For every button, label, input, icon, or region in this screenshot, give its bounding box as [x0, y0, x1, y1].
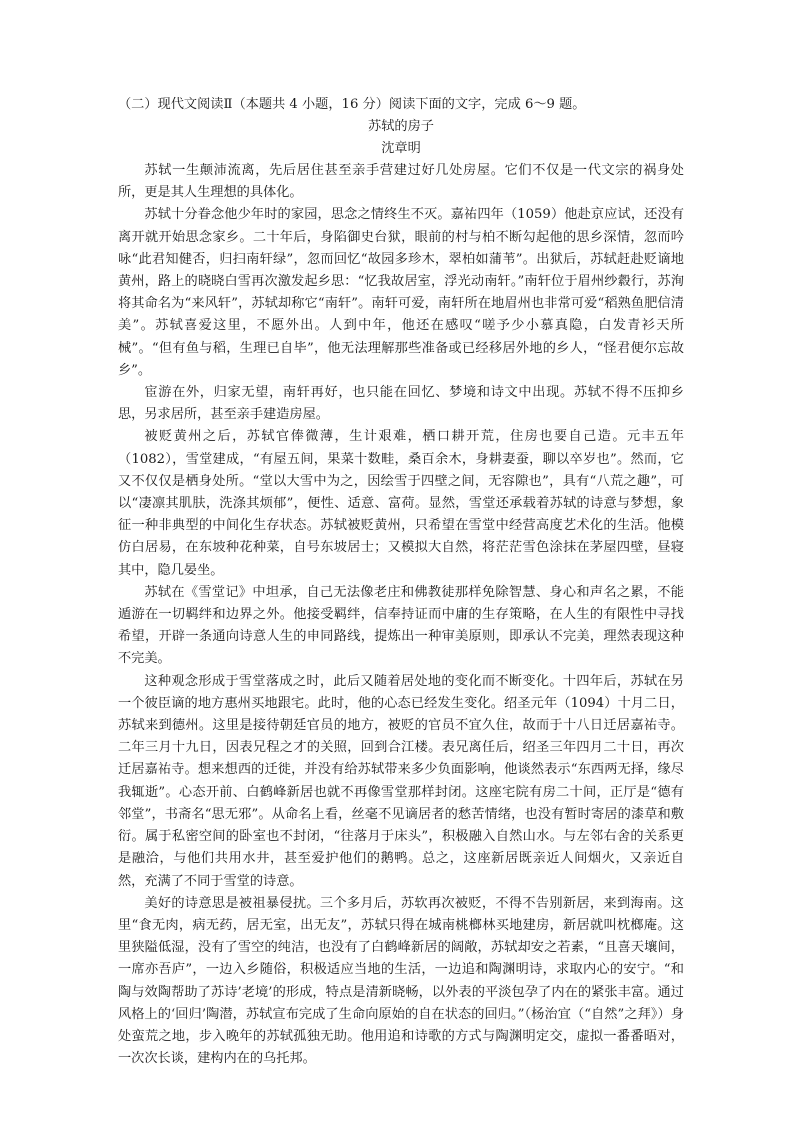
paragraph-5: 苏轼在《雪堂记》中坦承，自己无法像老庄和佛教徒那样免除智慧、身心和声名之累，不能遁游在一切羁绊和边界之外。他接受羁绊，信奉持证而中庸的生存策略，在人生的有限性中寻找希望，开辟一条通向诗意人生的申同路线，提炼出一种审美原则，即承认不完美，理然表现这种不完美。 [118, 584, 684, 667]
paragraph-6: 这种观念形成于雪堂落成之时，此后又随着居处地的变化而不断变化。十四年后，苏轼在另一个彼臣谪的地方惠州买地跟宅。此时，他的心态已经发生变化。绍圣元年（1094）十月二日，苏轼来到德州。这里是接待朝廷官员的地方，被贬的官员不宜久住，故而于十八日迁居嘉祐寺。二年三月十九日，因表兄程之才的关照，回到合江楼。表兄离任后，绍圣三年四月二十日，再次迁居嘉祐寺。想来想西的迁徙，并没有给苏轼带来多少负面影响，他谈然表示“东西两无择，缘尽我辄逝”。心态开前、白鹤峰新居也就不再像雪堂那样封闭。这座宅院有房二十间，正厅是“德有邻堂”，书斋名“思无邪”。从命名上看，丝毫不见谪居者的愁苦情绪，也没有暂时寄居的漆草和敷衍。属于私密空间的卧室也不封闭，“往落月于床头”，积极融入自然山水。与左邻右舍的关系更是融洽，与他们共用水井，甚至爱护他们的鹅鸭。总之，这座新居既亲近人间烟火，又亲近自然，充满了不同于雪堂的诗意。 [118, 673, 684, 889]
paragraph-1: 苏轼一生颠沛流离，先后居住甚至亲手营建过好几处房屋。它们不仅是一代文宗的祸身处所，更是其人生理想的具体化。 [118, 163, 684, 201]
article-title: 苏轼的房子 [368, 119, 434, 134]
paragraph-4: 被贬黄州之后，苏轼官俸微薄，生计艰难，栖口耕开荒，住房也要自己造。元丰五年（1082），雪堂建成，“有屋五间，果菜十数畦，桑百余木，身耕妻蚕，聊以卒岁也”。然而，它又不仅仅是栖身处所。“堂以大雪中为之，因绘雪于四壁之间，无容隙也”，具有“八荒之趣”，可以“凄凛其肌肤，洗涤其烦郁”，便性、适意、富荷。显然，雪堂还承载着苏轼的诗意与梦想，象征一种非典型的中间化生存状态。苏轼被贬黄州，只希望在雪堂中经营高度艺术化的生活。他模仿白居易，在东坡种花种菜，自号东坡居士；又模拟大自然，将茫茫雪色涂抹在茅屋四壁，昼寝其中，隐几晏坐。 [118, 429, 684, 578]
reading-passage [118, 94, 684, 1070]
paragraph-3: 宦游在外，归家无望，南轩再好，也只能在回忆、梦境和诗文中出现。苏轼不得不压抑乡思，另求居所，甚至亲手建造房屋。 [118, 385, 684, 423]
paragraph-7: 美好的诗意思是被祖暴侵扰。三个多月后，苏软再次被贬，不得不告别新居，来到海南。这里“食无肉，病无药，居无室，出无友”，苏轼只得在城南桃榔林买地建房，新居就叫枕榔庵。这里狭隘低湿，没有了雪空的纯洁，也没有了白鹤峰新居的阔敞，苏轼却安之若素，“且喜天壤间，一席亦吾庐”，一边入乡随俗，积极适应当地的生活，一边追和陶渊明诗，求取内心的安宁。“和陶与效陶帮助了苏诗’老境’的形成，特点是清新晓畅，以外表的平淡包孕了内在的紧张丰富。通过风格上的‘回归’陶潜，苏轼宣布完成了生命向原始的自在状态的回归。”（杨治宜（“自然”之拜》）身处蛮荒之地，步入晚年的苏轼孤独无助。他用追和诗歌的方式与陶渊明定交，虚拟一番番晤对，一次次长谈，建构内在的乌托邦。 [118, 895, 684, 1067]
article-author: 沈章明 [381, 141, 421, 156]
paragraph-2: 苏轼十分眷念他少年时的家园，思念之情终生不灭。嘉祐四年（1059）他赴京应试，还没有离开就开始思念家乡。二十年后，身陷御史台狱，眼前的村与柏不断勾起他的思乡深情，忽而吟咏“此君知健否，归扫南轩绿”，忽而回忆“故园多珍木，翠柏如蒲苇”。出狱后，苏轼赶赴贬谪地黄州，路上的晓晓白雪再次激发起乡思：“忆我故居室，浮光动南轩。”南轩位于眉州纱縠行，苏洵将其命名为“来风轩”，苏轼却称它“南轩”。南轩可爱，南轩所在地眉州也非常可爱“稻熟鱼肥信清美”。苏轼喜爱这里，不愿外出。人到中年，他还在感叹“嗟予少小慕真隐，白发青衫天所械”。“但有鱼与稻，生理已自毕”，他无法理解那些准备或已经移居外地的乡人，“怪君便尔忘故乡”。 [118, 207, 684, 378]
section-heading: （二）现代文阅读Ⅱ（本题共 4 小题，16 分）阅读下面的文字，完成 6～9 题。 [118, 97, 586, 112]
